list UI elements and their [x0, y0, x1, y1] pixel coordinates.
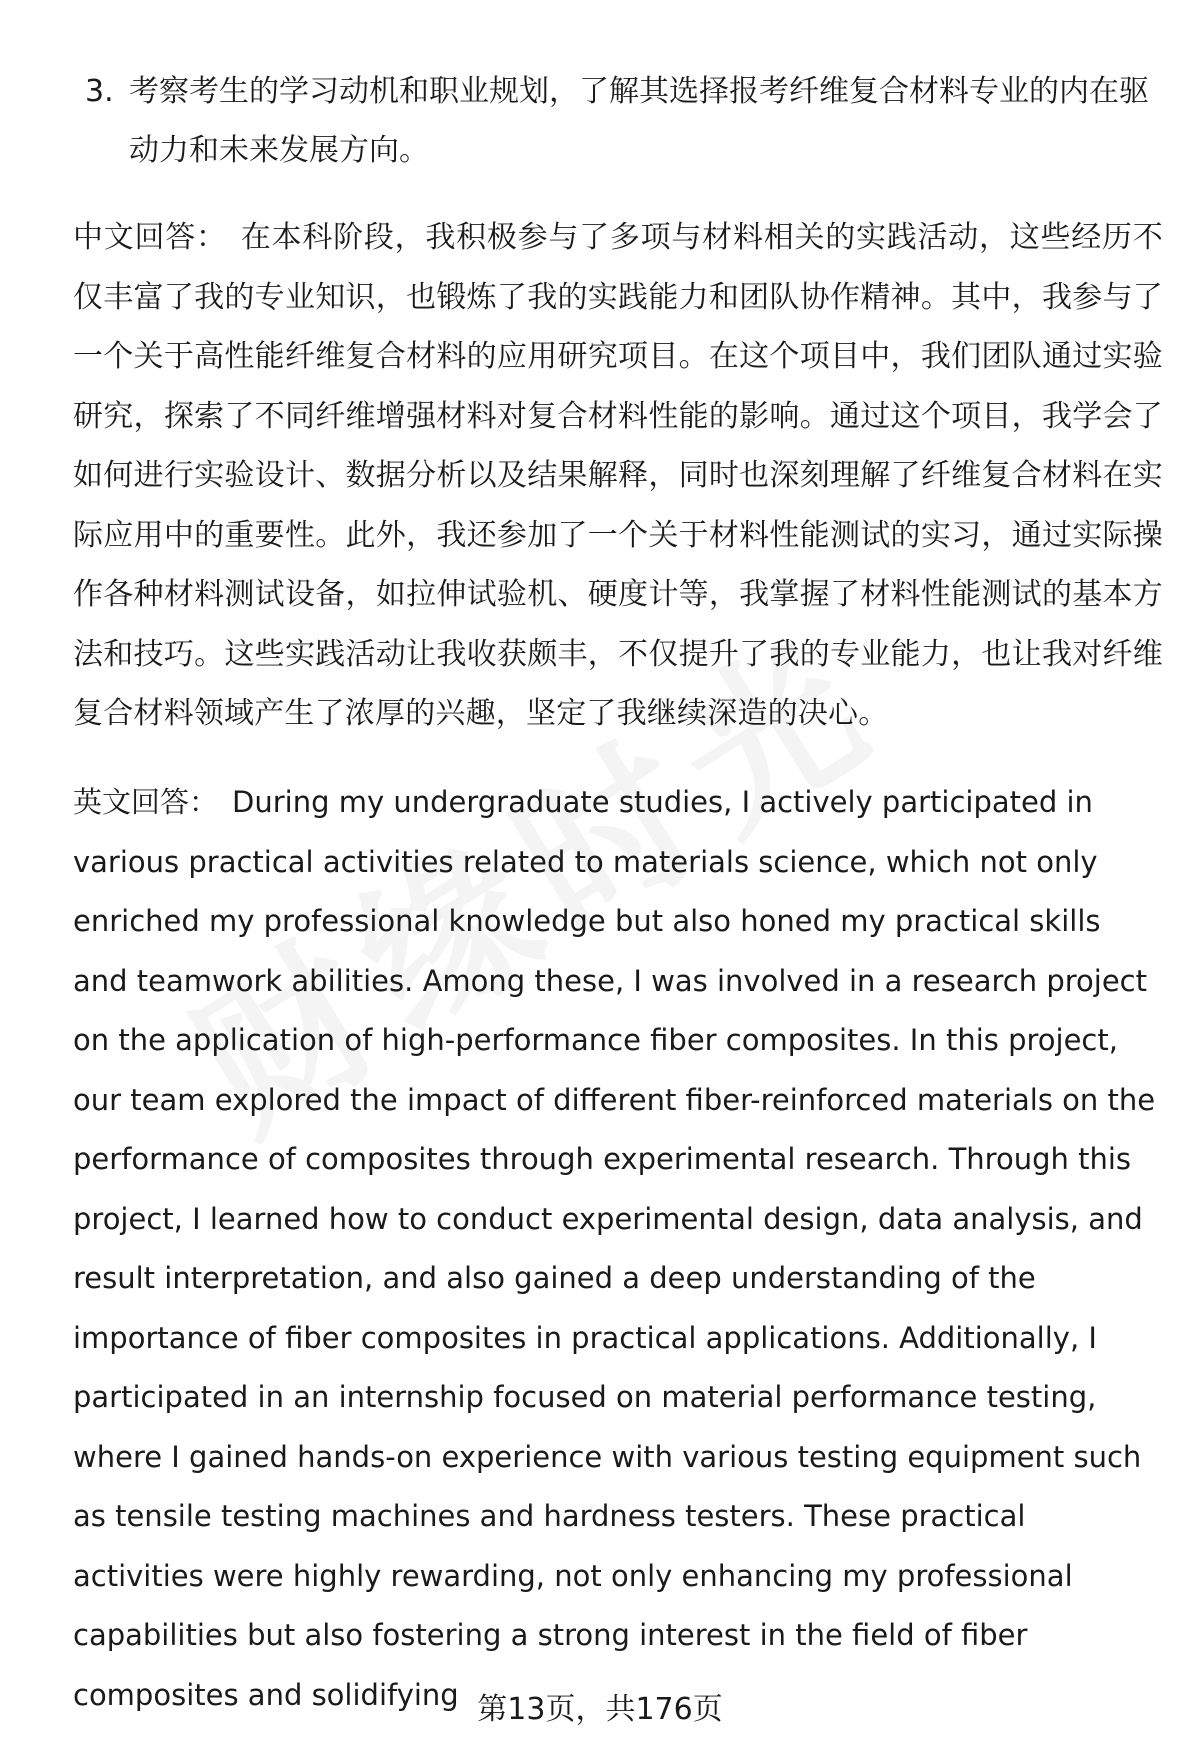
page-footer	[0, 1690, 1200, 1730]
english-answer	[73, 773, 1163, 1725]
question-item	[85, 62, 1155, 180]
page-number: 第13页，共176页	[477, 1692, 723, 1727]
english-answer-label: 英文回答：	[73, 785, 219, 819]
chinese-answer-label: 中文回答：	[73, 220, 227, 255]
chinese-answer	[73, 208, 1163, 744]
english-answer-text: During my undergraduate studies, I actively participated in various practical activities related to materials science, which not only enriched my professional knowledge but also honed my practical skills and teamwork abilities. Among these, I was involved in a research project on the application of high-performance fiber composites. In this project, our team explored the impact of different fiber-reinforced materials on the performance of composites through experimental research. Through this project, I learned how to conduct experimental design, data analysis, and result interpretation, and also gained a deep understanding of the importance of fiber composites in practical applications. Additionally, I participated in an internship focused on material performance testing, where I gained hands-on experience with various testing equipment such as tensile testing machines and hardness testers. These practical activities were highly rewarding, not only enhancing my professional capabilities but also fostering a strong interest in the field of fiber composites and solidifying	[73, 785, 1156, 1712]
question-number: 3.	[85, 74, 114, 109]
chinese-answer-text: 在本科阶段，我积极参与了多项与材料相关的实践活动，这些经历不仅丰富了我的专业知识，也锻炼了我的实践能力和团队协作精神。其中，我参与了一个关于高性能纤维复合材料的应用研究项目。在这个项目中，我们团队通过实验研究，探索了不同纤维增强材料对复合材料性能的影响。通过这个项目，我学会了如何进行实验设计、数据分析以及结果解释，同时也深刻理解了纤维复合材料在实际应用中的重要性。此外，我还参加了一个关于材料性能测试的实习，通过实际操作各种材料测试设备，如拉伸试验机、硬度计等，我掌握了材料性能测试的基本方法和技巧。这些实践活动让我收获颇丰，不仅提升了我的专业能力，也让我对纤维复合材料领域产生了浓厚的兴趣，坚定了我继续深造的决心。	[73, 220, 1164, 731]
question-text: 考察考生的学习动机和职业规划，了解其选择报考纤维复合材料专业的内在驱动力和未来发展方向。	[129, 74, 1149, 168]
